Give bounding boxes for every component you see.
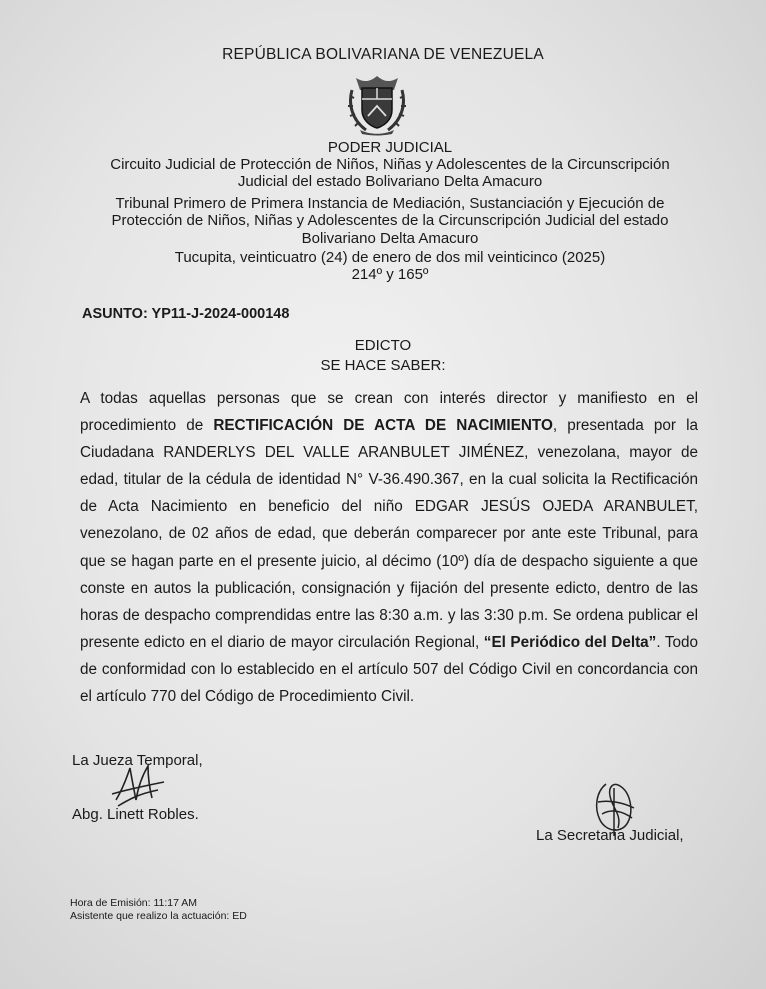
- edict-subtitle: SE HACE SABER:: [320, 357, 446, 374]
- body-text-2: , presentada por la Ciudadana RANDERLYS DEL VALLE ARANBULET JIMÉNEZ, venezolana, mayor de edad, titular de la cédula de identidad N° V-36.490.367, en la cual solicita la Rectificación de Acta Nacimiento en beneficio del niño EDGAR JESÚS OJEDA ARANBULET, venezolano, de 02 años de edad, que deberán comparecer por ante este Tribunal, para que se hagan parte en el presente juicio, al décimo (10º) día de despacho siguiente a que conste en autos la publicación, consignación y fijación del presente edicto, dentro de las horas de despacho comprendidas entre las 8:30 a.m. y las 3:30 p.m. Se ordena publicar el presente edicto en el diario de mayor circulación Regional,: [80, 417, 698, 651]
- secretary-title: La Secretaria Judicial,: [536, 827, 684, 844]
- judge-signature-icon: [108, 760, 168, 812]
- assistant-line: Asistente que realizo la actuación: ED: [70, 910, 247, 922]
- country-heading: REPÚBLICA BOLIVARIANA DE VENEZUELA: [222, 46, 544, 63]
- years-line: 214º y 165º: [351, 266, 429, 283]
- judicial-power-heading: PODER JUDICIAL: [327, 139, 453, 156]
- emission-time: Hora de Emisión: 11:17 AM: [70, 897, 198, 909]
- body-bold-procedure: RECTIFICACIÓN DE ACTA DE NACIMIENTO: [213, 417, 553, 435]
- tribunal-line-1: Tribunal Primero de Primera Instancia de Mediación, Sustanciación y Ejecución de: [115, 195, 665, 212]
- circuit-line-1: Circuito Judicial de Protección de Niños, Niñas y Adolescentes de la Circunscripción: [110, 156, 670, 173]
- judge-title: La Jueza Temporal,: [72, 752, 203, 769]
- coat-of-arms-icon: [346, 72, 408, 136]
- circuit-line-2: Judicial del estado Bolivariano Delta Amacuro: [237, 173, 543, 190]
- tribunal-line-2: Protección de Niños, Niñas y Adolescentes de la Circunscripción Judicial del estado: [111, 212, 669, 229]
- judge-name: Abg. Linett Robles.: [72, 806, 199, 823]
- body-bold-newspaper: “El Periódico del Delta”: [483, 633, 657, 651]
- body-text-1: A todas aquellas personas que se crean con interés director y manifiesto en el procedimiento de: [80, 390, 698, 435]
- body-text-3: . Todo de conformidad con lo establecido en el artículo 507 del Código Civil en concordancia con el artículo 770 del Código de Procedimiento Civil.: [80, 633, 698, 706]
- edict-title: EDICTO: [354, 337, 412, 354]
- edict-body: [80, 385, 698, 710]
- place-date: Tucupita, veinticuatro (24) de enero de dos mil veinticinco (2025): [174, 249, 606, 266]
- case-subject: ASUNTO: YP11-J-2024-000148: [82, 306, 290, 322]
- tribunal-line-3: Bolivariano Delta Amacuro: [301, 230, 479, 247]
